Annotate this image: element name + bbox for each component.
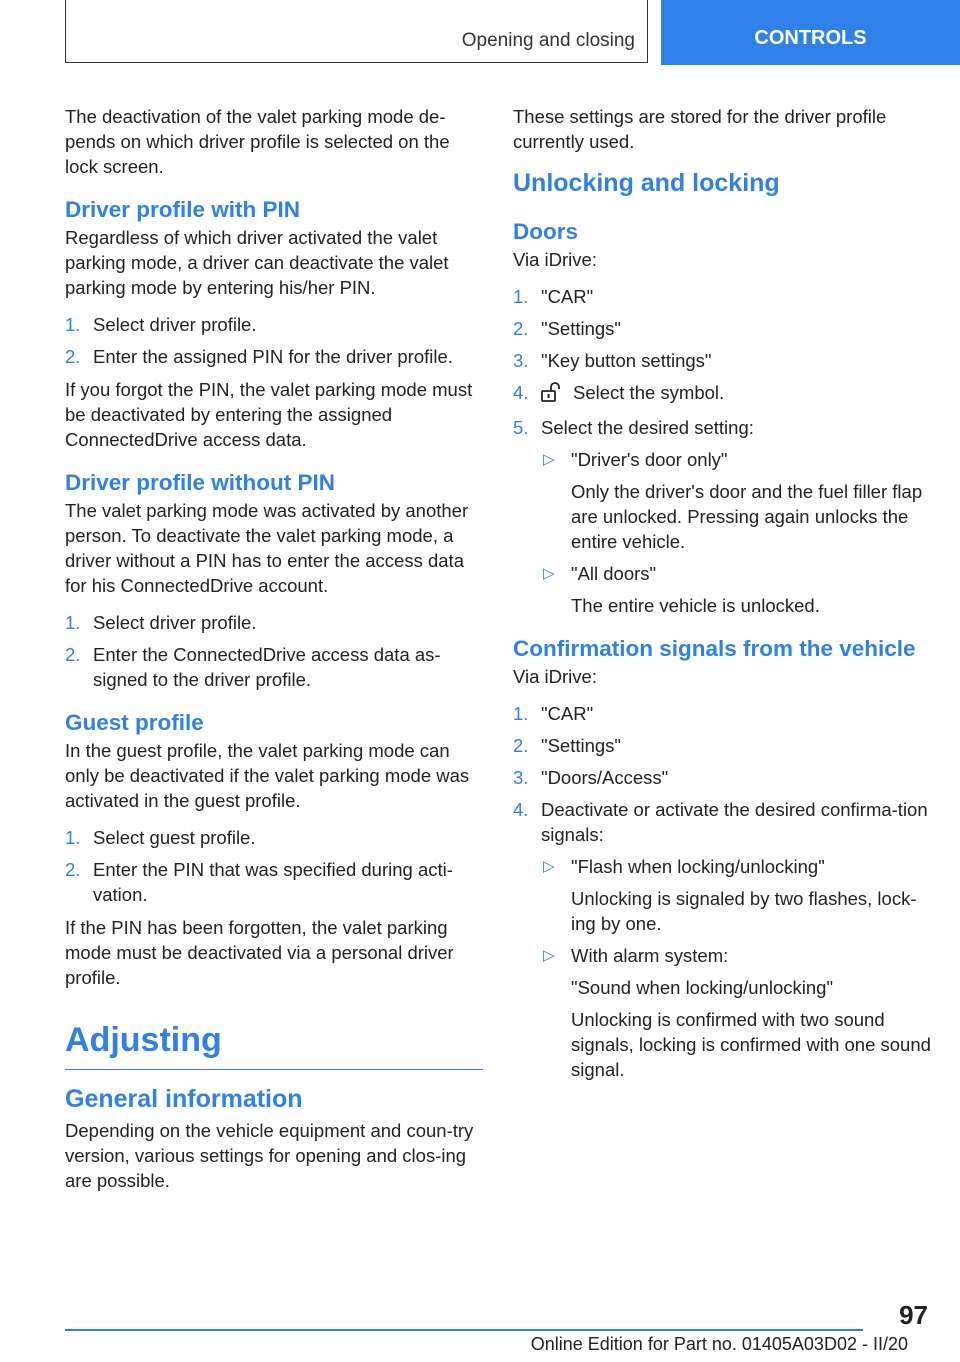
list-item: 4. Select the symbol. xyxy=(513,380,933,408)
page-number: 97 xyxy=(899,1300,928,1330)
heading-unlocking-locking: Unlocking and locking xyxy=(513,169,780,197)
heading-guest-profile: Guest profile xyxy=(65,710,204,735)
list-item: 3. "Key button settings" xyxy=(513,350,712,371)
numbered-list xyxy=(65,312,483,369)
intro-paragraph: These settings are stored for the driver profile currently used. xyxy=(513,106,887,152)
paragraph: Via iDrive: xyxy=(513,666,597,687)
numbered-list xyxy=(65,610,483,692)
list-item: 1. Select driver profile. xyxy=(65,612,257,633)
list-item: ▷ "All doors" The entire vehicle is unlocked. xyxy=(543,563,820,616)
header-chapter-tab[interactable] xyxy=(661,0,960,65)
right-column xyxy=(513,104,933,1090)
paragraph: The valet parking mode was activated by another person. To deactivate the valet parking mode, a driver without a PIN has to enter the access data for his ConnectedDrive account. xyxy=(65,500,469,596)
list-item: 2. Enter the assigned PIN for the driver profile. xyxy=(65,346,453,367)
bullet-list xyxy=(541,447,933,618)
triangle-bullet-icon: ▷ xyxy=(543,947,555,964)
footer-divider xyxy=(65,1329,863,1331)
paragraph: Via iDrive: xyxy=(513,249,597,270)
paragraph: In the guest profile, the valet parking mode can only be deactivated if the valet parking mode was activated in the guest profile. xyxy=(65,740,470,811)
list-item: 2. Enter the PIN that was specified during acti-vation. xyxy=(65,859,453,905)
list-item: 2. Enter the ConnectedDrive access data as-signed to the driver profile. xyxy=(65,644,441,690)
unlock-icon xyxy=(541,382,563,408)
heading-doors: Doors xyxy=(513,219,579,244)
chapter-title-adjusting: Adjusting xyxy=(65,1020,483,1070)
numbered-list xyxy=(513,284,933,618)
list-item: 2. "Settings" xyxy=(513,318,621,339)
numbered-list xyxy=(513,701,933,1082)
list-item: 1. Select driver profile. xyxy=(65,314,257,335)
list-item: ▷ "Driver's door only" Only the driver's door and the fuel filler flap are unlocked. Pressing again unlocks the entire vehicle. xyxy=(543,449,923,552)
paragraph: If you forgot the PIN, the valet parking mode must be deactivated by entering the assigned ConnectedDrive access data. xyxy=(65,379,473,450)
triangle-bullet-icon: ▷ xyxy=(543,565,555,582)
left-column xyxy=(65,104,483,1200)
list-item: 4. Deactivate or activate the desired confirma-tion signals: ▷ "Flash when locking/unlocking" Unlocking is signaled by two flashes, lock-ing by one. ▷ With alarm system: "Sound when locking/unlocking" Unlocking is confirmed with two sound signals, locking is confirmed with one sound signal. xyxy=(513,797,933,1082)
paragraph: Depending on the vehicle equipment and coun-try version, various settings for opening and clos-ing are possible. xyxy=(65,1120,474,1191)
intro-paragraph: The deactivation of the valet parking mode de-pends on which driver profile is selected on the lock screen. xyxy=(65,106,450,177)
numbered-list xyxy=(65,825,483,907)
triangle-bullet-icon: ▷ xyxy=(543,451,555,468)
list-item: ▷ With alarm system: "Sound when locking/unlocking" Unlocking is confirmed with two sound signals, locking is confirmed with one sound signal. xyxy=(543,945,931,1080)
header-section-title: Opening and closing xyxy=(461,30,635,51)
list-item: 5. Select the desired setting: ▷ "Driver's door only" Only the driver's door and the fuel filler flap are unlocked. Pressing again unlocks the entire vehicle. ▷ "All doors" The entire vehicle is unlocked. xyxy=(513,415,933,618)
heading-driver-profile-pin: Driver profile with PIN xyxy=(65,197,301,222)
paragraph: Regardless of which driver activated the valet parking mode, a driver can deactivate the valet parking mode by entering his/her PIN. xyxy=(65,227,449,298)
triangle-bullet-icon: ▷ xyxy=(543,858,555,875)
header-chapter-label: CONTROLS xyxy=(754,27,867,49)
list-item: 1. "CAR" xyxy=(513,286,594,307)
bullet-list xyxy=(541,854,933,1082)
heading-driver-profile-no-pin: Driver profile without PIN xyxy=(65,470,336,495)
footer-edition: Online Edition for Part no. 01405A03D02 - II/20 xyxy=(530,1334,908,1354)
list-item: 1. "CAR" xyxy=(513,703,594,724)
paragraph: If the PIN has been forgotten, the valet parking mode must be deactivated via a personal driver profile. xyxy=(65,917,454,988)
heading-confirmation-signals: Confirmation signals from the vehicle xyxy=(513,636,916,661)
list-item: 1. Select guest profile. xyxy=(65,827,256,848)
list-item: 2. "Settings" xyxy=(513,735,621,756)
list-item: ▷ "Flash when locking/unlocking" Unlocking is signaled by two flashes, lock-ing by one. xyxy=(543,856,917,934)
list-item: 3. "Doors/Access" xyxy=(513,767,669,788)
heading-general-information: General information xyxy=(65,1085,303,1113)
